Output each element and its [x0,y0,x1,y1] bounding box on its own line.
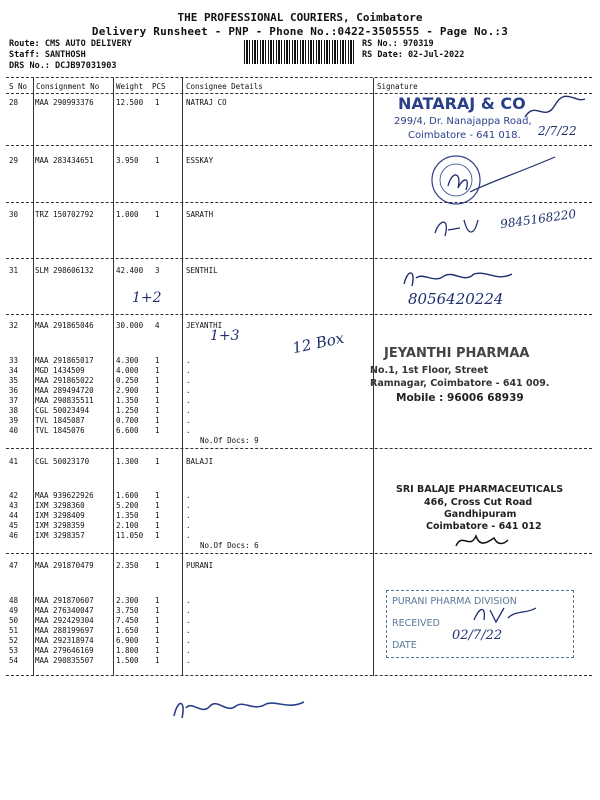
row-consignment: MAA 279646169 [35,646,94,655]
row-weight: 2.350 [116,561,139,570]
drs-number: DRS No.: DCJB97031903 [9,61,117,71]
runsheet-subtitle: Delivery Runsheet - PNP - Phone No.:0422-3505555 - Page No.:3 [91,25,509,38]
row-weight: 5.200 [116,501,139,510]
row-consignee: . [186,396,191,405]
nataraj-stamp-address: 299/4, Dr. Nanajappa Road, [394,116,532,127]
bottom-signature [170,692,310,722]
signature-balaji [452,528,512,554]
row-sno: 52 [9,636,19,645]
jeyanthi-stamp-city: Ramnagar, Coimbatore - 641 009. [370,378,550,389]
row-pcs: 1 [155,426,160,435]
row-pcs: 1 [155,511,160,520]
row-consignment: MAA 276340047 [35,606,94,615]
handwritten-pcs-note-2: 1+3 [210,328,240,344]
row-consignee: . [186,511,191,520]
row-sno: 35 [9,376,19,385]
row-weight: 4.000 [116,366,139,375]
row-consignment: MAA 939622926 [35,491,94,500]
row-consignment: MAA 291870479 [35,561,94,570]
row-consignment: TVL 1845076 [35,426,85,435]
col-consignee: Consignee Details [186,82,263,91]
row-sno: 30 [9,210,19,219]
col-line [33,78,34,676]
nataraj-stamp-name: NATARAJ & CO [398,94,526,113]
row-sno: 46 [9,531,19,540]
col-line [182,78,183,676]
handwritten-boxes-note: 12 Box [290,328,346,358]
block-divider [6,314,592,315]
row-consignment: MAA 291865017 [35,356,94,365]
row-consignment: MAA 290835507 [35,656,94,665]
row-consignee: . [186,596,191,605]
row-consignee: PURANI [186,561,214,570]
row-consignment: SLM 298606132 [35,266,94,275]
row-pcs: 1 [155,356,160,365]
row-consignee: NATRAJ CO [186,98,227,107]
row-consignee: . [186,386,191,395]
row-sno: 32 [9,321,19,330]
row-weight: 1.250 [116,406,139,415]
row-consignee: . [186,521,191,530]
row-consignment: IXM 3298357 [35,531,85,540]
row-consignee: SENTHIL [186,266,218,275]
block-divider [6,675,592,676]
jeyanthi-stamp-mobile: Mobile : 96006 68939 [396,392,524,404]
balaje-stamp-name: SRI BALAJE PHARMACEUTICALS [396,484,564,495]
row-pcs: 1 [155,366,160,375]
col-signature: Signature [377,82,418,91]
row-pcs: 4 [155,321,160,330]
row-pcs: 1 [155,98,160,107]
handwritten-pcs-note-1: 1+2 [132,290,162,306]
row-weight: 2.900 [116,386,139,395]
row-weight: 1.600 [116,491,139,500]
row-consignment: MAA 288199697 [35,626,94,635]
row-weight: 11.050 [116,531,144,540]
col-consignment: Consignment No [36,82,100,91]
balaje-stamp-address: 466, Cross Cut Road [424,497,533,508]
row-pcs: 1 [155,386,160,395]
row-consignment: MAA 291865022 [35,376,94,385]
row-consignment: MAA 283434651 [35,156,94,165]
row-pcs: 1 [155,376,160,385]
row-sno: 28 [9,98,19,107]
row-pcs: 1 [155,531,160,540]
row-consignee: SARATH [186,210,214,219]
nataraj-date: 2/7/22 [538,124,577,138]
row-pcs: 1 [155,626,160,635]
purani-date: 02/7/22 [452,628,503,643]
jeyanthi-stamp-name: JEYANTHI PHARMAA [384,346,530,361]
block-divider [6,258,592,259]
row-weight: 42.400 [116,266,144,275]
row-weight: 1.300 [116,457,139,466]
row-pcs: 1 [155,636,160,645]
row-weight: 1.350 [116,511,139,520]
col-weight: Weight [116,82,144,91]
rs-date: RS Date: 02-Jul-2022 [362,50,465,60]
row-pcs: 1 [155,646,160,655]
row-pcs: 1 [155,406,160,415]
row-sno: 42 [9,491,19,500]
row-pcs: 1 [155,416,160,425]
route-label: Route: CMS AUTO DELIVERY [9,39,132,49]
row-consignee: . [186,636,191,645]
row-consignment: MAA 290835511 [35,396,94,405]
row-weight: 3.750 [116,606,139,615]
row-consignee: . [186,416,191,425]
balaje-stamp-city: Coimbatore - 641 012 [426,521,542,532]
esskay-seal [430,152,560,212]
barcode [244,40,354,64]
row-weight: 1.800 [116,646,139,655]
row-pcs: 3 [155,266,160,275]
row-weight: 30.000 [116,321,144,330]
row-sno: 54 [9,656,19,665]
row-pcs: 1 [155,491,160,500]
row-weight: 1.500 [116,656,139,665]
header-divider-top [6,77,592,78]
purani-stamp-date-label: DATE [392,640,417,651]
row-pcs: 1 [155,501,160,510]
row-consignee: . [186,656,191,665]
row-sno: 36 [9,386,19,395]
purani-stamp-name: PURANI PHARMA DIVISION [392,596,517,607]
row-pcs: 1 [155,210,160,219]
col-line [373,78,374,676]
col-pcs: PCS [152,82,166,91]
row-weight: 3.950 [116,156,139,165]
signature-nataraj [520,95,590,125]
docs-count: No.Of Docs: 6 [200,541,259,550]
block-divider [6,145,592,146]
row-consignment: MGD 1434509 [35,366,85,375]
jeyanthi-stamp-address: No.1, 1st Floor, Street [370,365,489,376]
col-line [113,78,114,676]
row-weight: 1.350 [116,396,139,405]
row-sno: 50 [9,616,19,625]
row-pcs: 1 [155,561,160,570]
row-pcs: 1 [155,596,160,605]
row-sno: 53 [9,646,19,655]
row-sno: 34 [9,366,19,375]
row-weight: 0.250 [116,376,139,385]
row-consignee: . [186,356,191,365]
row-consignee: . [186,366,191,375]
row-consignee: JEYANTHI [186,321,223,330]
row-consignment: MAA 290993376 [35,98,94,107]
row-consignee: ESSKAY [186,156,214,165]
row-weight: 2.300 [116,596,139,605]
row-pcs: 1 [155,616,160,625]
row-sno: 41 [9,457,19,466]
row-pcs: 1 [155,457,160,466]
row-weight: 2.100 [116,521,139,530]
row-consignment: MAA 289494720 [35,386,94,395]
row-consignment: IXM 3298359 [35,521,85,530]
row-consignment: IXM 3298360 [35,501,85,510]
balaje-stamp-area: Gandhipuram [444,509,517,520]
row-consignee: . [186,376,191,385]
row-weight: 0.700 [116,416,139,425]
row-sno: 48 [9,596,19,605]
rs-number: RS No.: 970319 [362,39,434,49]
row-consignee: . [186,606,191,615]
row-consignment: CGL 50023170 [35,457,90,466]
row-sno: 37 [9,396,19,405]
staff-label: Staff: SANTHOSH [9,50,86,60]
company-title: THE PROFESSIONAL COURIERS, Coimbatore [177,11,423,24]
row-consignee: . [186,616,191,625]
row-sno: 47 [9,561,19,570]
handwritten-phone-1: 8056420224 [408,290,504,308]
row-consignee: . [186,426,191,435]
row-sno: 49 [9,606,19,615]
row-weight: 6.600 [116,426,139,435]
row-consignee: BALAJI [186,457,214,466]
row-consignment: IXM 3298409 [35,511,85,520]
row-consignment: TVL 1845087 [35,416,85,425]
row-sno: 33 [9,356,19,365]
row-consignment: TRZ 150702792 [35,210,94,219]
row-sno: 51 [9,626,19,635]
row-pcs: 1 [155,521,160,530]
handwritten-phone-2: 9845168220 [499,206,577,232]
col-sno: S No [9,82,28,91]
row-pcs: 1 [155,606,160,615]
row-weight: 1.650 [116,626,139,635]
row-consignment: MAA 291870607 [35,596,94,605]
row-sno: 44 [9,511,19,520]
row-sno: 43 [9,501,19,510]
nataraj-stamp-city: Coimbatore - 641 018. [408,130,521,141]
row-weight: 7.450 [116,616,139,625]
row-sno: 39 [9,416,19,425]
row-weight: 4.300 [116,356,139,365]
row-consignment: MAA 292318974 [35,636,94,645]
purani-stamp-received: RECEIVED [392,618,440,629]
row-sno: 31 [9,266,19,275]
block-divider [6,448,592,449]
signature-senthil [400,262,530,292]
row-sno: 29 [9,156,19,165]
row-consignee: . [186,406,191,415]
row-consignee: . [186,491,191,500]
signature-purani [470,600,540,626]
row-consignee: . [186,501,191,510]
row-sno: 38 [9,406,19,415]
row-consignee: . [186,531,191,540]
row-sno: 40 [9,426,19,435]
row-consignment: MAA 292429304 [35,616,94,625]
row-weight: 1.000 [116,210,139,219]
docs-count: No.Of Docs: 9 [200,436,259,445]
row-pcs: 1 [155,396,160,405]
row-pcs: 1 [155,156,160,165]
row-sno: 45 [9,521,19,530]
row-consignee: . [186,626,191,635]
row-pcs: 1 [155,656,160,665]
row-consignment: MAA 291865046 [35,321,94,330]
row-weight: 12.500 [116,98,144,107]
row-weight: 6.900 [116,636,139,645]
row-consignment: CGL 50023494 [35,406,90,415]
row-consignee: . [186,646,191,655]
